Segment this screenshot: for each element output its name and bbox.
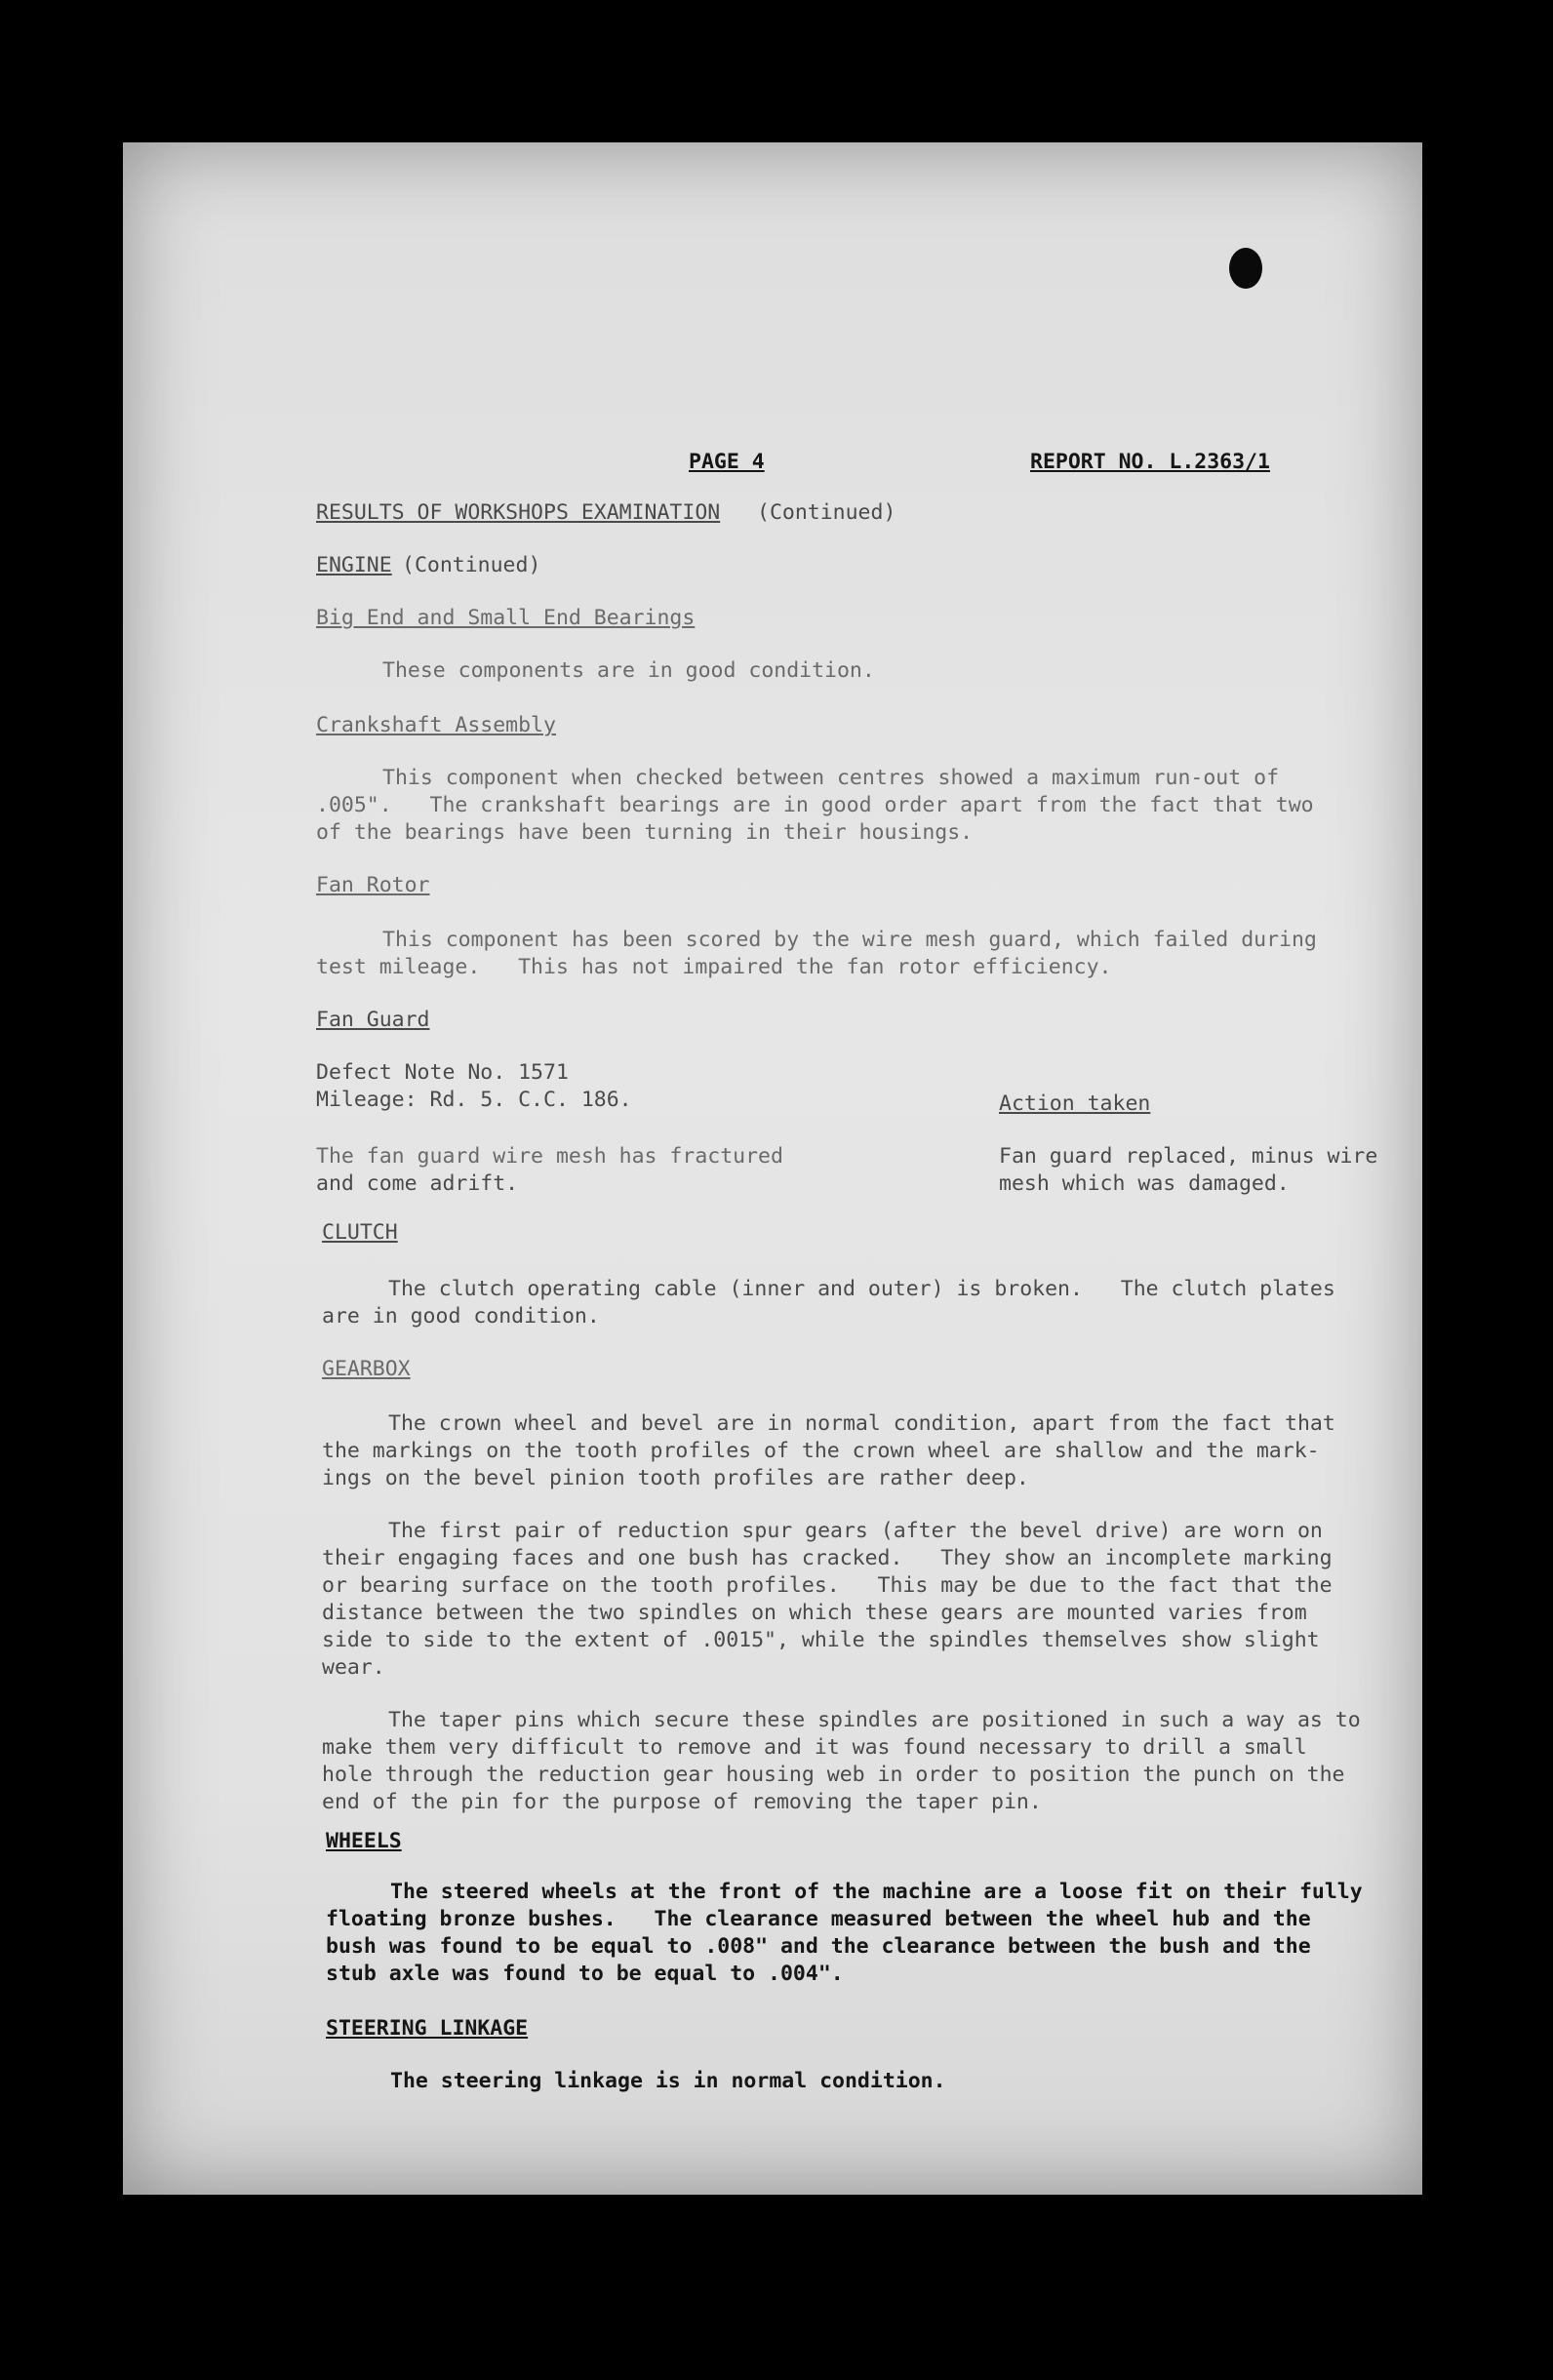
gearbox-p1-line-3: ings on the bevel pinion tooth profiles are rather deep. <box>322 1466 1029 1490</box>
page-number: PAGE 4 <box>689 450 765 474</box>
gearbox-p2-line-1: The first pair of reduction spur gears (after the bevel drive) are worn on <box>388 1519 1323 1543</box>
report-number: REPORT NO. L.2363/1 <box>1030 450 1270 474</box>
punch-hole <box>1229 248 1262 289</box>
action-taken-heading: Action taken <box>999 1091 1151 1116</box>
gearbox-p2-line-6: wear. <box>322 1655 385 1680</box>
fan-rotor-heading: Fan Rotor <box>316 873 430 897</box>
action-line-1: Fan guard replaced, minus wire <box>999 1144 1378 1169</box>
fan-guard-heading: Fan Guard <box>316 1008 430 1032</box>
wheels-line-2: floating bronze bushes. The clearance measured between the wheel hub and the <box>326 1907 1311 1931</box>
engine-continued: (Continued) <box>402 553 541 577</box>
wheels-heading: WHEELS <box>326 1829 402 1853</box>
big-end-text: These components are in good condition. <box>382 658 875 683</box>
defect-line-1: The fan guard wire mesh has fractured <box>316 1144 783 1169</box>
crankshaft-heading: Crankshaft Assembly <box>316 713 556 737</box>
big-end-heading: Big End and Small End Bearings <box>316 606 696 630</box>
results-continued: (Continued) <box>757 500 896 525</box>
wheels-line-1: The steered wheels at the front of the machine are a loose fit on their fully <box>390 1880 1363 1904</box>
results-heading: RESULTS OF WORKSHOPS EXAMINATION <box>316 500 721 525</box>
steering-heading: STEERING LINKAGE <box>326 2016 529 2041</box>
gearbox-heading: GEARBOX <box>322 1357 411 1381</box>
gearbox-p1-line-2: the markings on the tooth profiles of the crown wheel are shallow and the mark- <box>322 1439 1320 1463</box>
crankshaft-line-1: This component when checked between centres showed a maximum run-out of <box>382 766 1280 790</box>
clutch-line-2: are in good condition. <box>322 1304 600 1329</box>
gearbox-p2-line-3: or bearing surface on the tooth profiles. This may be due to the fact that the <box>322 1573 1333 1598</box>
mileage: Mileage: Rd. 5. C.C. 186. <box>316 1088 632 1112</box>
gearbox-p2-line-4: distance between the two spindles on which these gears are mounted varies from <box>322 1601 1307 1625</box>
clutch-heading: CLUTCH <box>322 1220 398 1245</box>
wheels-line-3: bush was found to be equal to .008" and the clearance between the bush and the <box>326 1934 1311 1959</box>
gearbox-p3-line-3: hole through the reduction gear housing web in order to position the punch on the <box>322 1763 1345 1787</box>
gearbox-p3-line-4: end of the pin for the purpose of removing the taper pin. <box>322 1790 1042 1814</box>
wheels-line-4: stub axle was found to be equal to .004". <box>326 1962 844 1986</box>
engine-heading: ENGINE <box>316 553 392 577</box>
gearbox-p3-line-2: make them very difficult to remove and it was found necessary to drill a small <box>322 1735 1307 1760</box>
fan-rotor-line-2: test mileage. This has not impaired the fan rotor efficiency. <box>316 955 1112 979</box>
steering-line-1: The steering linkage is in normal condition. <box>390 2069 946 2093</box>
gearbox-p1-line-1: The crown wheel and bevel are in normal condition, apart from the fact that <box>388 1411 1335 1436</box>
defect-line-2: and come adrift. <box>316 1171 519 1196</box>
fan-rotor-line-1: This component has been scored by the wire mesh guard, which failed during <box>382 928 1317 952</box>
defect-note: Defect Note No. 1571 <box>316 1060 569 1085</box>
clutch-line-1: The clutch operating cable (inner and outer) is broken. The clutch plates <box>388 1277 1335 1301</box>
gearbox-p2-line-5: side to side to the extent of .0015", while the spindles themselves show slight <box>322 1628 1320 1652</box>
gearbox-p3-line-1: The taper pins which secure these spindles are positioned in such a way as to <box>388 1708 1361 1732</box>
action-line-2: mesh which was damaged. <box>999 1171 1290 1196</box>
gearbox-p2-line-2: their engaging faces and one bush has cracked. They show an incomplete marking <box>322 1546 1333 1570</box>
crankshaft-line-2: .005". The crankshaft bearings are in good order apart from the fact that two <box>316 793 1314 817</box>
crankshaft-line-3: of the bearings have been turning in their housings. <box>316 820 974 845</box>
